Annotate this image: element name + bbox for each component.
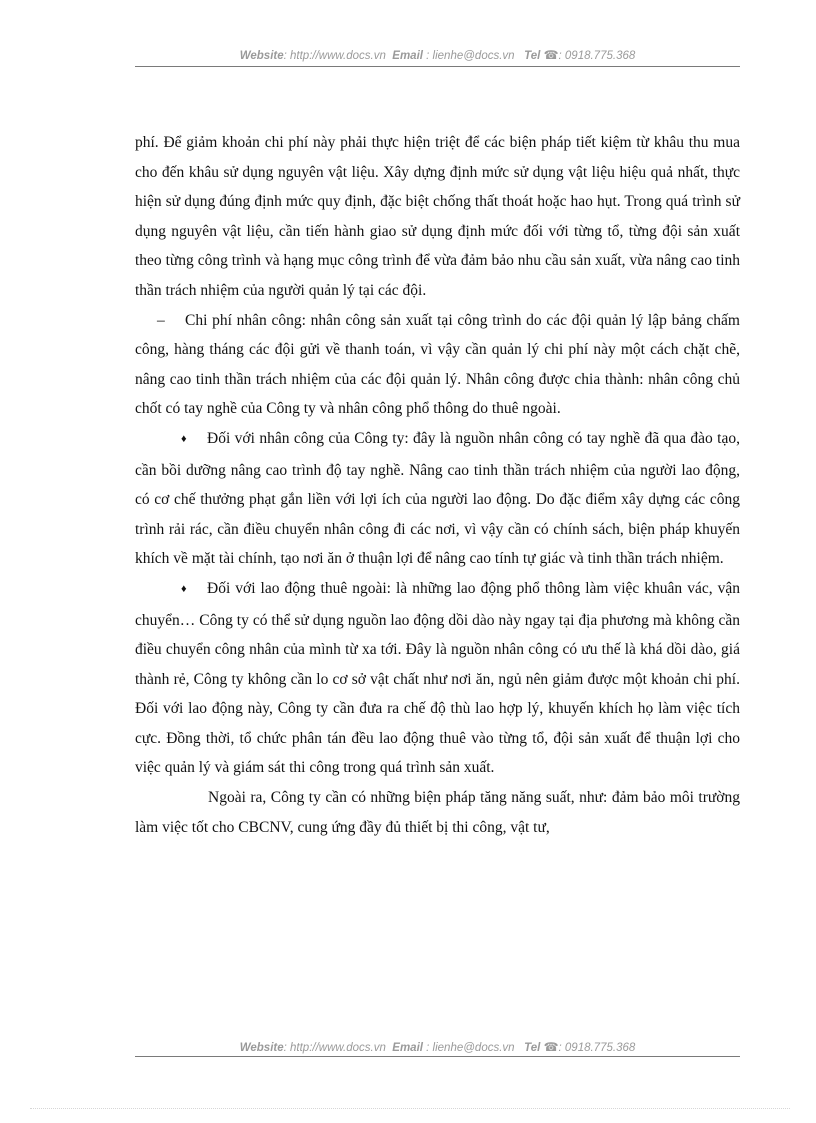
paragraph-productivity: Ngoài ra, Công ty cần có những biện pháp tăng năng suất, như: đảm bảo môi trường làm việc tốt cho CBCNV, cung ứng đầy đủ thiết bị thi công, vật tư, <box>135 789 740 836</box>
header-website-value: : http://www.docs.vn <box>283 50 386 62</box>
page-footer <box>135 1040 740 1054</box>
document-body <box>135 128 740 842</box>
paragraph-labor-cost-text: Chi phí nhân công: nhân công sản xuất tại công trình do các đội quản lý lập bảng chấm công, hàng tháng các đội gửi về thanh toán, vì vậy cần quản lý chi phí này một cách chặt chẽ, nâng cao tinh thần trách nhiệm của các đội quản lý. Nhân công được chia thành: nhân công chủ chốt có tay nghề của Công ty và nhân công phổ thông do thuê ngoài. <box>135 311 740 418</box>
page-bottom-border <box>30 1108 790 1109</box>
paragraph-hired-labor-text: Đối với lao động thuê ngoài: là những lao động phổ thông làm việc khuân vác, vận chuyển… Công ty có thể sử dụng nguồn lao động dồi dào này ngay tại địa phương mà không cần điều chuyển công nhân của mình từ xa tới. Đây là nguồn nhân công có ưu thế là khá dồi dào, giá thành rẻ, Công ty không cần lo cơ sở vật chất như nơi ăn, ngủ nên giảm được một khoản chi phí. Đối với lao động này, Công ty cần đưa ra chế độ thù lao hợp lý, khuyến khích họ làm việc tích cực. Đồng thời, tổ chức phân tán đều lao động thuê vào từng tổ, đội sản xuất để thuận lợi cho việc quản lý và giám sát thi công trong quá trình sản xuất. <box>135 579 740 777</box>
header-website-label: Website <box>239 50 284 62</box>
paragraph-labor-cost <box>135 306 740 424</box>
bullet-icon: ♦ <box>181 432 187 445</box>
phone-icon: ☎ <box>543 48 559 62</box>
paragraph-company-labor <box>135 424 740 574</box>
footer-rule <box>135 1056 740 1057</box>
bullet-icon: ♦ <box>181 582 187 595</box>
footer-email-label: Email <box>392 1042 423 1054</box>
footer-tel-label: Tel <box>524 1042 541 1054</box>
header-tel-value: : 0918.775.368 <box>558 50 636 62</box>
phone-icon: ☎ <box>543 1040 559 1054</box>
footer-tel-value: : 0918.775.368 <box>558 1042 636 1054</box>
header-email-value: : lienhe@docs.vn <box>422 50 515 62</box>
footer-email-value: : lienhe@docs.vn <box>422 1042 515 1054</box>
footer-website-value: : http://www.docs.vn <box>283 1042 386 1054</box>
header-email-label: Email <box>392 50 423 62</box>
footer-website-label: Website <box>239 1042 284 1054</box>
header-tel-label: Tel <box>524 50 541 62</box>
page-header <box>135 48 740 62</box>
dash-marker: – <box>157 311 165 329</box>
paragraph-company-labor-text: Đối với nhân công của Công ty: đây là nguồn nhân công có tay nghề đã qua đào tạo, cần bồi dưỡng nâng cao trình độ tay nghề. Nâng cao tinh thần trách nhiệm của người lao động, có cơ chế thưởng phạt gắn liền với lợi ích của người lao động. Do đặc điểm xây dựng các công trình rải rác, cần điều chuyển nhân công đi các nơi, vì vậy cần có chính sách, biện pháp khuyến khích về mặt tài chính, tạo nơi ăn ở thuận lợi để nâng cao tính tự giác và tinh thần trách nhiệm. <box>135 429 740 568</box>
paragraph-material-cost: phí. Để giảm khoản chi phí này phải thực hiện triệt để các biện pháp tiết kiệm từ khâu thu mua cho đến khâu sử dụng nguyên vật liệu. Xây dựng định mức sử dụng vật liệu hiệu quả nhất, thực hiện sử dụng đúng định mức quy định, đặc biệt chống thất thoát hoặc hao hụt. Trong quá trình sử dụng nguyên vật liệu, cần tiến hành giao sử dụng định mức đối với từng tổ, từng đội sản xuất theo từng công trình và hạng mục công trình để vừa đảm bảo nhu cầu sản xuất, vừa nâng cao tinh thần trách nhiệm của người quản lý tại các đội. <box>135 134 740 299</box>
paragraph-hired-labor <box>135 574 740 783</box>
header-rule <box>135 66 740 67</box>
